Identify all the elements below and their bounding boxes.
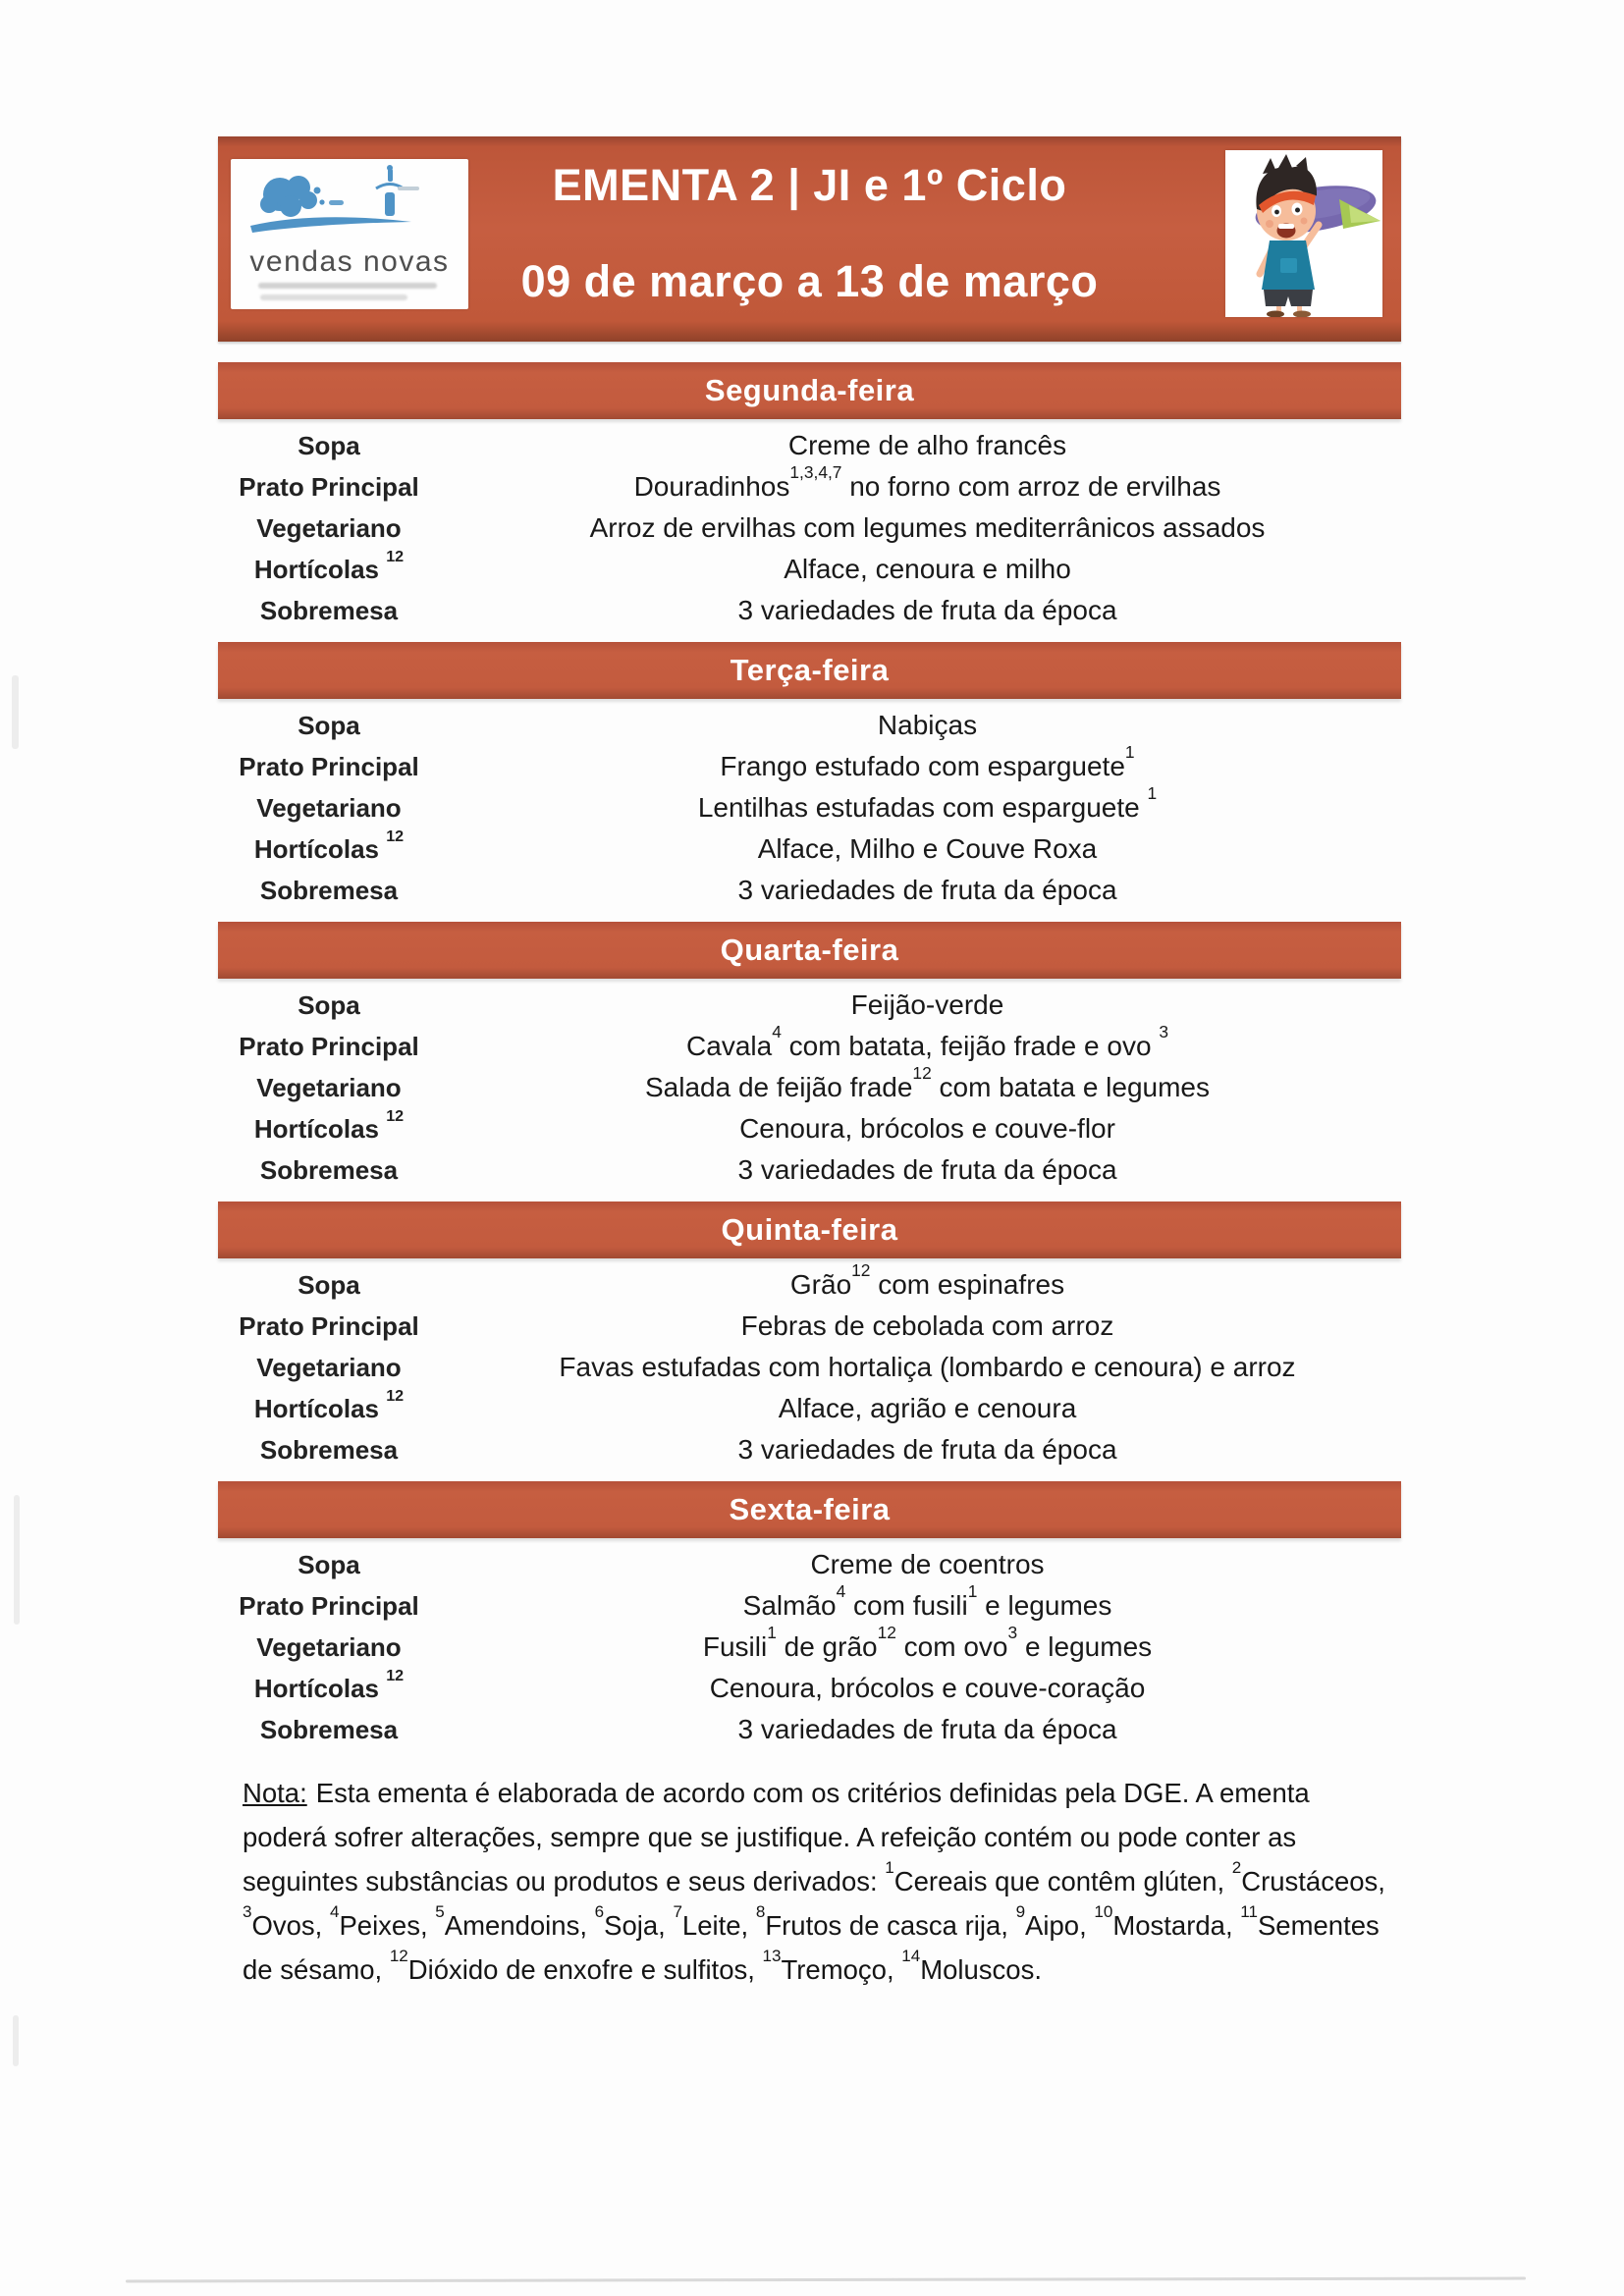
course-label: Hortícolas $^{12}$ — [253, 1386, 405, 1423]
day-rows — [218, 699, 1401, 911]
day-banner — [218, 1481, 1401, 1538]
dish-value: Salada de feijão frade$^{12}$ com batata e legumes — [644, 1062, 1211, 1102]
day-banner — [218, 642, 1401, 699]
dish-value: Alface, Milho e Couve Roxa — [757, 833, 1098, 864]
dish-value: Favas estufadas com hortaliça (lombardo e cenoura) e arroz — [559, 1352, 1296, 1382]
boy-with-vegetables-illustration-icon — [1225, 150, 1382, 317]
dish-value: Creme de alho francês — [787, 430, 1067, 460]
menu-row — [218, 782, 1401, 828]
course-label: Sopa — [298, 430, 360, 460]
course-label: Hortícolas $^{12}$ — [253, 827, 405, 864]
header-banner — [218, 136, 1401, 342]
course-label: Hortícolas $^{12}$ — [253, 1666, 405, 1703]
menu-row — [218, 985, 1401, 1026]
day-section — [218, 642, 1401, 922]
dish-value: Febras de cebolada com arroz — [740, 1310, 1114, 1341]
course-label: Sobremesa — [259, 875, 399, 905]
day-title: Quarta-feira — [720, 933, 899, 967]
day-title: Segunda-feira — [704, 373, 915, 407]
menu-row — [218, 1108, 1401, 1149]
course-label: Prato Principal — [239, 1031, 419, 1061]
scan-smudge — [12, 675, 19, 749]
note-text: Esta ementa é elaborada de acordo com os critérios definidas pela DGE. A ementa poderá sofrer alterações, sempre que se justifique. A refeição contém ou pode conter as seguintes substâncias ou produtos e seus derivados: $^1$Cereais que contêm glúten, $^2$Crustáceos, $^3$Ovos, $^4$Peixes, $^5$Amendoins, $^6$Soja, $^7$Leite, $^8$Frutos de casca rija, $^9$Aipo, $^{10}$Mostarda, $^{11}$Sementes de sésamo, $^{12}$Dióxido de enxofre e sulfitos, $^{13}$Tremoço, $^{14}$Moluscos. — [243, 1778, 1385, 1985]
day-rows — [218, 1538, 1401, 1750]
course-label: Vegetariano — [256, 1352, 402, 1382]
dish-value: Alface, cenoura e milho — [784, 554, 1071, 584]
course-label: Hortícolas $^{12}$ — [253, 547, 405, 584]
day-title: Terça-feira — [730, 653, 890, 687]
dish-value: 3 variedades de fruta da época — [737, 1154, 1117, 1185]
document-content — [218, 136, 1401, 1992]
menu-row — [218, 1149, 1401, 1191]
dish-value: Arroz de ervilhas com legumes mediterrânicos assados — [589, 512, 1266, 543]
day-banner — [218, 922, 1401, 979]
dish-value: 3 variedades de fruta da época — [737, 875, 1117, 905]
course-label: Sopa — [298, 989, 360, 1020]
dish-value: 3 variedades de fruta da época — [737, 1434, 1117, 1465]
dish-value: Grão$^{12}$ com espinafres — [789, 1259, 1065, 1300]
course-label: Sobremesa — [259, 1154, 399, 1185]
menu-row — [218, 1709, 1401, 1750]
course-label: Prato Principal — [239, 471, 419, 502]
course-label: Sobremesa — [259, 1434, 399, 1465]
dish-value: 3 variedades de fruta da época — [737, 595, 1117, 625]
page-title: EMENTA 2 | JI e 1º Ciclo — [552, 160, 1067, 210]
dish-value: Salmão$^4$ com fusili$^1$ e legumes — [742, 1580, 1112, 1621]
menu-row — [218, 1347, 1401, 1388]
menu-row — [218, 461, 1401, 507]
menu-row — [218, 1622, 1401, 1668]
day-rows — [218, 1258, 1401, 1470]
course-label: Prato Principal — [239, 1590, 419, 1621]
dish-value: Cenoura, brócolos e couve-flor — [739, 1113, 1115, 1144]
course-label: Sopa — [298, 1549, 360, 1579]
course-label: Vegetariano — [256, 1072, 402, 1102]
day-rows — [218, 979, 1401, 1191]
course-label: Vegetariano — [256, 512, 402, 543]
day-section — [218, 362, 1401, 642]
dish-value: Frango estufado com esparguete$^1$ — [720, 741, 1135, 781]
menu-row — [218, 1388, 1401, 1429]
menu-row — [218, 1580, 1401, 1627]
day-title: Sexta-feira — [729, 1492, 891, 1526]
scan-smudge — [14, 1495, 20, 1625]
menu-row — [218, 549, 1401, 590]
day-banner — [218, 362, 1401, 419]
menu-row — [218, 590, 1401, 631]
weekly-menu — [218, 362, 1401, 1761]
menu-row — [218, 1021, 1401, 1067]
menu-row — [218, 425, 1401, 466]
menu-row — [218, 828, 1401, 870]
scan-smudge — [13, 2015, 19, 2066]
menu-row — [218, 507, 1401, 549]
day-rows — [218, 419, 1401, 631]
mascot-card — [1225, 150, 1382, 317]
menu-row — [218, 1544, 1401, 1585]
day-section — [218, 1201, 1401, 1481]
menu-row — [218, 870, 1401, 911]
menu-row — [218, 1259, 1401, 1306]
dish-value: Feijão-verde — [850, 989, 1004, 1020]
dish-value: Alface, agrião e cenoura — [778, 1393, 1077, 1423]
logo-text: vendas novas — [249, 245, 450, 278]
dish-value: Fusili$^1$ de grão$^{12}$ com ovo$^3$ e legumes — [702, 1622, 1153, 1662]
dish-value: Nabiças — [877, 710, 978, 740]
dish-value: Creme de coentros — [810, 1549, 1045, 1579]
dish-value: Cavala$^4$ com batata, feijão frade e ovo $^3$ — [686, 1021, 1168, 1061]
menu-row — [218, 1062, 1401, 1108]
note-paragraph — [243, 1771, 1386, 1992]
menu-row — [218, 1306, 1401, 1347]
course-label: Prato Principal — [239, 751, 419, 781]
menu-row — [218, 1429, 1401, 1470]
day-section — [218, 922, 1401, 1201]
course-label: Vegetariano — [256, 1631, 402, 1662]
day-section — [218, 1481, 1401, 1761]
dish-value: Cenoura, brócolos e couve-coração — [709, 1673, 1146, 1703]
date-range: 09 de março a 13 de março — [520, 256, 1099, 306]
menu-row — [218, 705, 1401, 746]
menu-row — [218, 741, 1401, 787]
course-label: Vegetariano — [256, 792, 402, 823]
course-label: Sobremesa — [259, 1714, 399, 1744]
course-label: Sopa — [298, 1269, 360, 1300]
scan-edge-line — [126, 2277, 1526, 2283]
course-label: Sobremesa — [259, 595, 399, 625]
day-banner — [218, 1201, 1401, 1258]
dish-value: Douradinhos$^{1,3,4,7}$ no forno com arroz de ervilhas — [633, 461, 1221, 502]
note-label: Nota: — [243, 1778, 307, 1808]
dish-value: Lentilhas estufadas com esparguete $^1$ — [697, 782, 1158, 823]
course-label: Sopa — [298, 710, 360, 740]
day-title: Quinta-feira — [721, 1212, 898, 1247]
dish-value: 3 variedades de fruta da época — [737, 1714, 1117, 1744]
course-label: Hortícolas $^{12}$ — [253, 1106, 405, 1144]
menu-row — [218, 1668, 1401, 1709]
course-label: Prato Principal — [239, 1310, 419, 1341]
